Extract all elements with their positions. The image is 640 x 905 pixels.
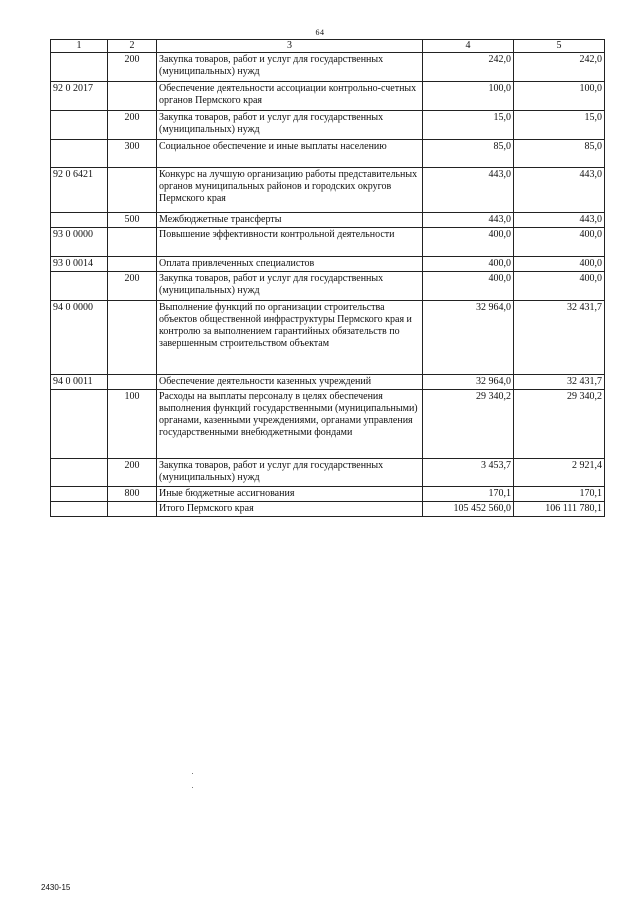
row-expense-type — [108, 82, 157, 111]
row-description: Иные бюджетные ассигнования — [157, 487, 423, 502]
row-code — [51, 111, 108, 140]
row-expense-type: 200 — [108, 459, 157, 487]
row-value-col5: 400,0 — [514, 257, 605, 272]
table-header-row — [51, 40, 605, 53]
row-value-col4: 29 340,2 — [423, 390, 514, 459]
row-description: Закупка товаров, работ и услуг для государственных (муниципальных) нужд — [157, 53, 423, 82]
table-row — [51, 140, 605, 168]
row-description: Обеспечение деятельности ассоциации контрольно-счетных органов Пермского края — [157, 82, 423, 111]
row-code — [51, 140, 108, 168]
row-code — [51, 502, 108, 517]
row-description: Расходы на выплаты персоналу в целях обеспечения выполнения функций государственными (муниципальными) органами, казенными учреждениями, органами управления государственными внебюджетными фондами — [157, 390, 423, 459]
page-number: 64 — [315, 28, 325, 37]
row-expense-type: 200 — [108, 111, 157, 140]
table-row — [51, 487, 605, 502]
header-col-4: 4 — [423, 40, 514, 53]
row-description: Выполнение функций по организации строительства объектов общественной инфраструктуры Пермского края и контролю за выполнением гарантийных обязательств по завершенным строительством объектам — [157, 301, 423, 375]
row-expense-type — [108, 502, 157, 517]
row-value-col5: 15,0 — [514, 111, 605, 140]
row-value-col4: 400,0 — [423, 257, 514, 272]
row-value-col4: 105 452 560,0 — [423, 502, 514, 517]
table-row — [51, 82, 605, 111]
row-code — [51, 487, 108, 502]
row-code — [51, 390, 108, 459]
row-value-col4: 3 453,7 — [423, 459, 514, 487]
row-code: 94 0 0000 — [51, 301, 108, 375]
header-col-1: 1 — [51, 40, 108, 53]
row-description: Межбюджетные трансферты — [157, 213, 423, 228]
row-expense-type — [108, 301, 157, 375]
row-code: 93 0 0014 — [51, 257, 108, 272]
row-code — [51, 213, 108, 228]
row-value-col5: 400,0 — [514, 228, 605, 257]
row-value-col5: 443,0 — [514, 213, 605, 228]
table-row — [51, 502, 605, 517]
row-description: Закупка товаров, работ и услуг для государственных (муниципальных) нужд — [157, 459, 423, 487]
row-expense-type — [108, 375, 157, 390]
row-value-col4: 400,0 — [423, 228, 514, 257]
row-value-col4: 32 964,0 — [423, 375, 514, 390]
row-value-col5: 106 111 780,1 — [514, 502, 605, 517]
scan-speck — [192, 773, 193, 774]
row-code — [51, 53, 108, 82]
row-expense-type: 800 — [108, 487, 157, 502]
row-value-col4: 443,0 — [423, 213, 514, 228]
row-value-col4: 32 964,0 — [423, 301, 514, 375]
document-code: 2430-15 — [41, 883, 71, 892]
table-row — [51, 213, 605, 228]
table-row — [51, 375, 605, 390]
row-value-col4: 170,1 — [423, 487, 514, 502]
row-expense-type: 100 — [108, 390, 157, 459]
table-row — [51, 168, 605, 213]
row-value-col5: 170,1 — [514, 487, 605, 502]
row-value-col5: 242,0 — [514, 53, 605, 82]
table-row — [51, 390, 605, 459]
row-value-col5: 32 431,7 — [514, 301, 605, 375]
row-expense-type — [108, 228, 157, 257]
row-code — [51, 272, 108, 301]
row-expense-type — [108, 257, 157, 272]
row-expense-type — [108, 168, 157, 213]
row-description: Итого Пермского края — [157, 502, 423, 517]
row-code: 94 0 0011 — [51, 375, 108, 390]
row-expense-type: 500 — [108, 213, 157, 228]
header-col-2: 2 — [108, 40, 157, 53]
header-col-5: 5 — [514, 40, 605, 53]
row-value-col4: 400,0 — [423, 272, 514, 301]
row-value-col5: 2 921,4 — [514, 459, 605, 487]
row-description: Повышение эффективности контрольной деятельности — [157, 228, 423, 257]
row-value-col5: 100,0 — [514, 82, 605, 111]
row-value-col4: 242,0 — [423, 53, 514, 82]
row-value-col5: 29 340,2 — [514, 390, 605, 459]
table-row — [51, 53, 605, 82]
row-description: Закупка товаров, работ и услуг для государственных (муниципальных) нужд — [157, 272, 423, 301]
row-expense-type: 300 — [108, 140, 157, 168]
row-description: Конкурс на лучшую организацию работы представительных органов муниципальных районов и городских округов Пермского края — [157, 168, 423, 213]
row-expense-type: 200 — [108, 53, 157, 82]
header-col-3: 3 — [157, 40, 423, 53]
row-description: Закупка товаров, работ и услуг для государственных (муниципальных) нужд — [157, 111, 423, 140]
table-row — [51, 459, 605, 487]
scan-speck — [192, 787, 193, 788]
row-value-col5: 400,0 — [514, 272, 605, 301]
row-description: Социальное обеспечение и иные выплаты населению — [157, 140, 423, 168]
row-code — [51, 459, 108, 487]
table-row — [51, 272, 605, 301]
table-row — [51, 301, 605, 375]
row-expense-type: 200 — [108, 272, 157, 301]
row-value-col4: 85,0 — [423, 140, 514, 168]
budget-table — [50, 39, 605, 517]
table-row — [51, 111, 605, 140]
row-value-col5: 32 431,7 — [514, 375, 605, 390]
row-value-col4: 15,0 — [423, 111, 514, 140]
row-value-col4: 100,0 — [423, 82, 514, 111]
row-code: 92 0 6421 — [51, 168, 108, 213]
row-description: Обеспечение деятельности казенных учреждений — [157, 375, 423, 390]
row-value-col5: 443,0 — [514, 168, 605, 213]
row-code: 93 0 0000 — [51, 228, 108, 257]
row-value-col4: 443,0 — [423, 168, 514, 213]
table-row — [51, 257, 605, 272]
row-code: 92 0 2017 — [51, 82, 108, 111]
table-row — [51, 228, 605, 257]
row-value-col5: 85,0 — [514, 140, 605, 168]
row-description: Оплата привлеченных специалистов — [157, 257, 423, 272]
